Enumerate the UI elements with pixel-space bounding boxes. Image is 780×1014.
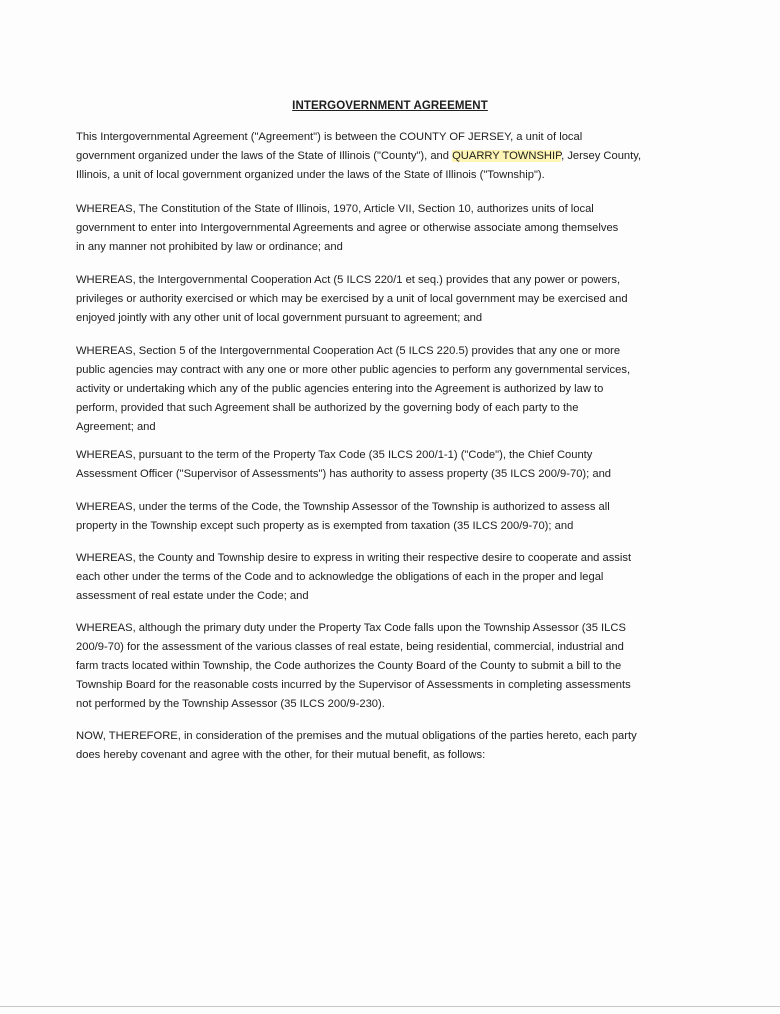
text-line: perform, provided that such Agreement shall be authorized by the governing body of each party to the (76, 402, 579, 414)
highlighted-township-name: QUARRY TOWNSHIP (452, 150, 562, 162)
text-segment: , Jersey County, (561, 150, 642, 162)
text-line: privileges or authority exercised or which may be exercised by a unit of local government may be exercised and (76, 293, 628, 305)
text-line: enjoyed jointly with any other unit of local government pursuant to agreement; and (76, 312, 483, 324)
text-line: WHEREAS, pursuant to the term of the Property Tax Code (35 ILCS 200/1-1) ("Code"), the Chief County (76, 449, 593, 461)
paragraph-whereas-township-assessor (76, 498, 702, 536)
text-line: Assessment Officer ("Supervisor of Assessments") has authority to assess property (35 ILCS 200/9-70); and (76, 468, 612, 480)
text-line: Agreement; and (76, 421, 156, 433)
text-line: farm tracts located within Township, the Code authorizes the County Board of the County to submit a bill to the (76, 660, 622, 672)
text-line: WHEREAS, although the primary duty under the Property Tax Code falls upon the Township Assessor (35 ILCS (76, 622, 626, 634)
document-title: INTERGOVERNMENT AGREEMENT (292, 100, 488, 112)
paragraph-whereas-cooperation-act (76, 271, 702, 328)
text-line: 200/9-70) for the assessment of the various classes of real estate, being residential, commercial, industrial and (76, 641, 624, 653)
text-line: not performed by the Township Assessor (35 ILCS 200/9-230). (76, 698, 385, 710)
text-line: government to enter into Intergovernmental Agreements and agree or otherwise associate among themselves (76, 222, 619, 234)
paragraph-whereas-primary-duty (76, 619, 702, 714)
page-bottom-divider (0, 1006, 780, 1007)
text-line: Illinois, a unit of local government organized under the laws of the State of Illinois ("Township"). (76, 169, 545, 181)
paragraph-parties (76, 128, 702, 185)
paragraph-whereas-cooperate (76, 549, 702, 606)
text-line: WHEREAS, under the terms of the Code, the Township Assessor of the Township is authorized to assess all (76, 501, 610, 513)
text-line: WHEREAS, the County and Township desire to express in writing their respective desire to cooperate and assist (76, 552, 632, 564)
paragraph-whereas-section-5 (76, 342, 702, 437)
text-line: public agencies may contract with any one or more other public agencies to perform any governmental services, (76, 364, 631, 376)
paragraph-whereas-constitution (76, 200, 702, 257)
text-line: assessment of real estate under the Code; and (76, 590, 309, 602)
text-line: WHEREAS, Section 5 of the Intergovernmental Cooperation Act (5 ILCS 220.5) provides that any one or more (76, 345, 621, 357)
paragraph-now-therefore (76, 727, 702, 765)
text-line (76, 147, 702, 166)
text-line: Township Board for the reasonable costs incurred by the Supervisor of Assessments in completing assessments (76, 679, 631, 691)
text-line: This Intergovernmental Agreement ("Agreement") is between the COUNTY OF JERSEY, a unit of local (76, 131, 583, 143)
text-line: WHEREAS, the Intergovernmental Cooperation Act (5 ILCS 220/1 et seq.) provides that any power or powers, (76, 274, 621, 286)
text-line: does hereby covenant and agree with the other, for their mutual benefit, as follows: (76, 749, 486, 761)
text-line: property in the Township except such property as is exempted from taxation (35 ILCS 200/9-70); and (76, 520, 574, 532)
text-line: in any manner not prohibited by law or ordinance; and (76, 241, 343, 253)
text-line: WHEREAS, The Constitution of the State of Illinois, 1970, Article VII, Section 10, authorizes units of local (76, 203, 594, 215)
paragraph-whereas-property-tax-code (76, 446, 702, 484)
text-line: NOW, THEREFORE, in consideration of the premises and the mutual obligations of the parties hereto, each party (76, 730, 637, 742)
text-line: activity or undertaking which any of the public agencies entering into the Agreement is authorized by law to (76, 383, 604, 395)
text-segment: government organized under the laws of the State of Illinois ("County"), and (76, 150, 453, 162)
text-line: each other under the terms of the Code and to acknowledge the obligations of each in the proper and legal (76, 571, 604, 583)
